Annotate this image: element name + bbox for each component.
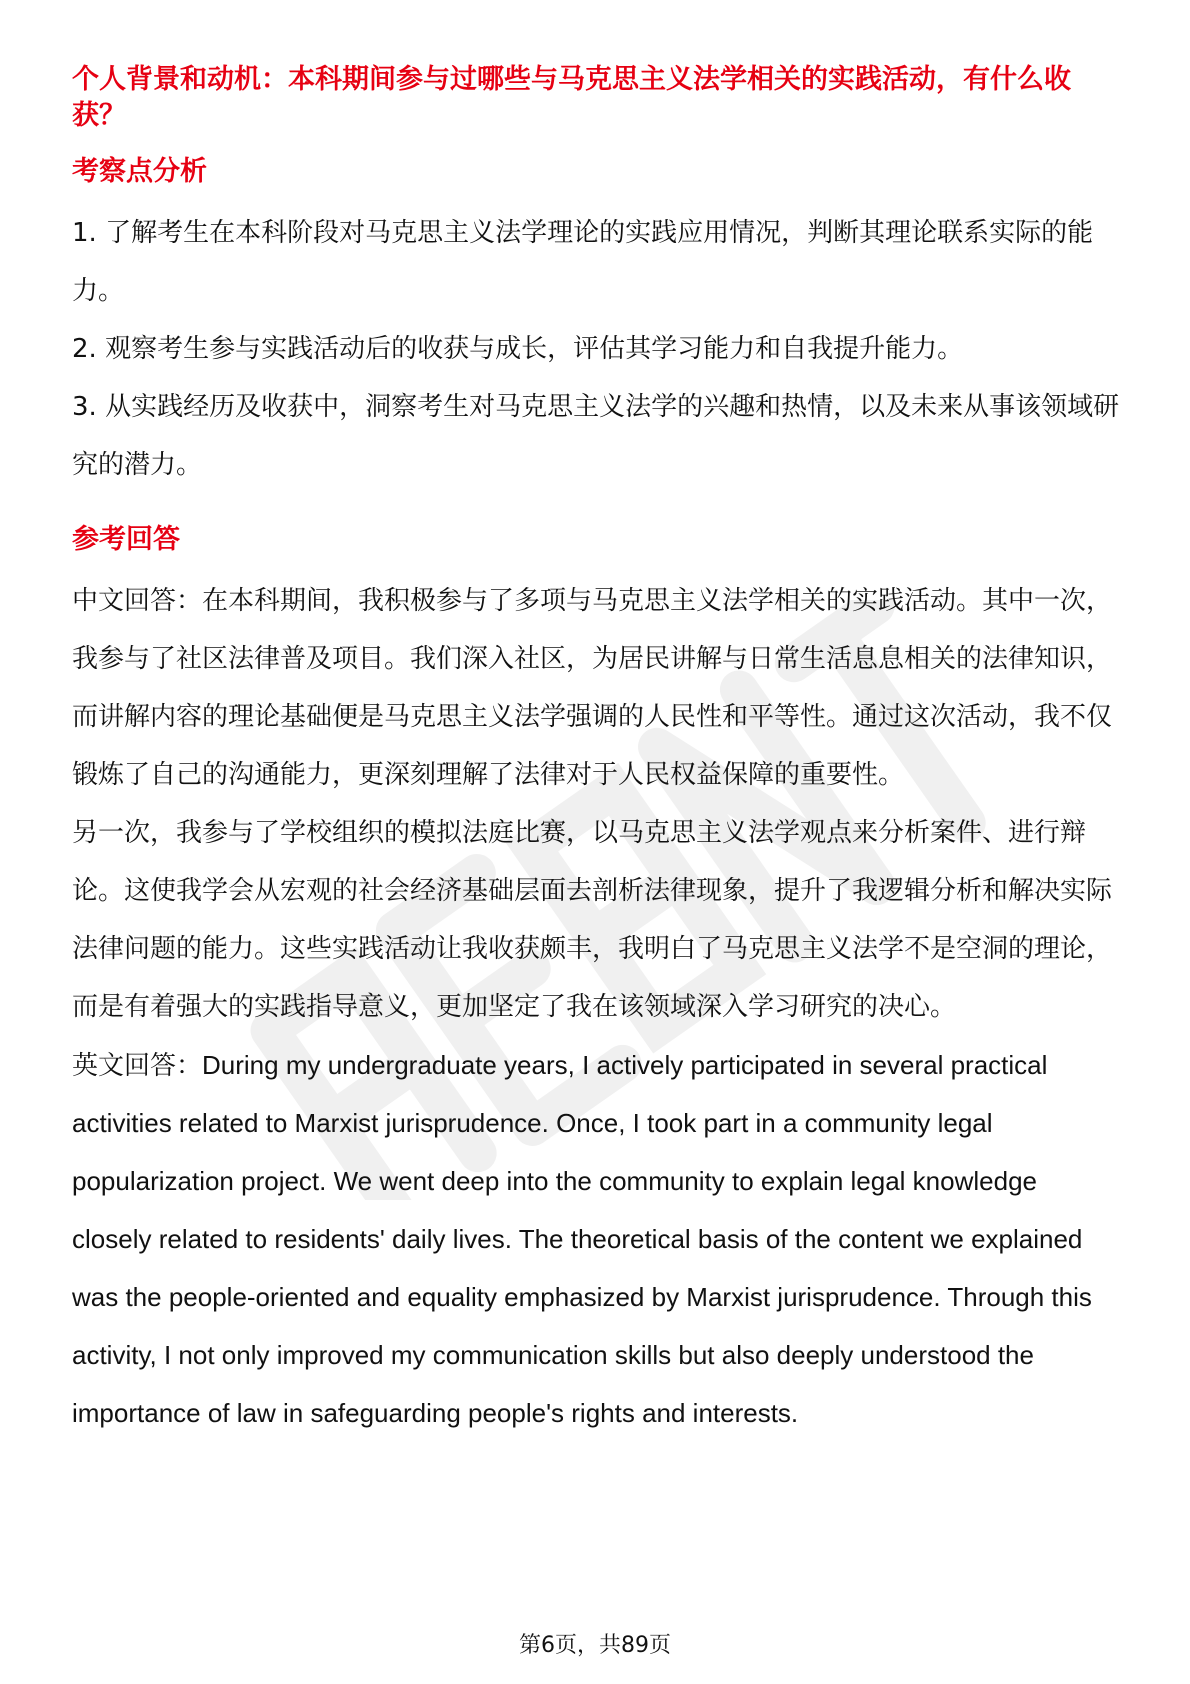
answer-heading: 参考回答	[72, 524, 180, 555]
question-heading: 个人背景和动机：本科期间参与过哪些与马克思主义法学相关的实践活动，有什么收获？	[72, 64, 1071, 131]
answer-english-paragraph: 英文回答：During my undergraduate years, I actively participated in several practical activities related to Marxist jurisprudence. Once, I took part in a community legal popularization project. We went deep into the community to explain legal knowledge closely related to residents' daily lives. The theoretical basis of the content we explained was the people-oriented and equality emphasized by Marxist jurisprudence. Through this activity, I not only improved my communication skills but also deeply understood the importance of law in safeguarding people's rights and interests.	[72, 1050, 1092, 1428]
analysis-heading: 考察点分析	[72, 156, 207, 187]
document-page	[72, 62, 1122, 1442]
analysis-point: 1. 了解考生在本科阶段对马克思主义法学理论的实践应用情况，判断其理论联系实际的能力。	[72, 218, 1094, 306]
answer-chinese-paragraph-2: 另一次，我参与了学校组织的模拟法庭比赛，以马克思主义法学观点来分析案件、进行辩论。这使我学会从宏观的社会经济基础层面去剖析法律现象，提升了我逻辑分析和解决实际法律问题的能力。这些实践活动让我收获颇丰，我明白了马克思主义法学不是空洞的理论，而是有着强大的实践指导意义，更加坚定了我在该领域深入学习研究的决心。	[72, 818, 1113, 1022]
analysis-points	[72, 204, 1122, 494]
analysis-point: 3. 从实践经历及收获中，洞察考生对马克思主义法学的兴趣和热情，以及未来从事该领域研究的潜力。	[72, 392, 1120, 480]
answer-chinese-paragraph-1: 中文回答：在本科期间，我积极参与了多项与马克思主义法学相关的实践活动。其中一次，我参与了社区法律普及项目。我们深入社区，为居民讲解与日常生活息息相关的法律知识，而讲解内容的理论基础便是马克思主义法学强调的人民性和平等性。通过这次活动，我不仅锻炼了自己的沟通能力，更深刻理解了法律对于人民权益保障的重要性。	[72, 586, 1113, 790]
page-number-footer: 第6页，共89页	[519, 1633, 671, 1658]
analysis-point: 2. 观察考生参与实践活动后的收获与成长，评估其学习能力和自我提升能力。	[72, 334, 964, 364]
